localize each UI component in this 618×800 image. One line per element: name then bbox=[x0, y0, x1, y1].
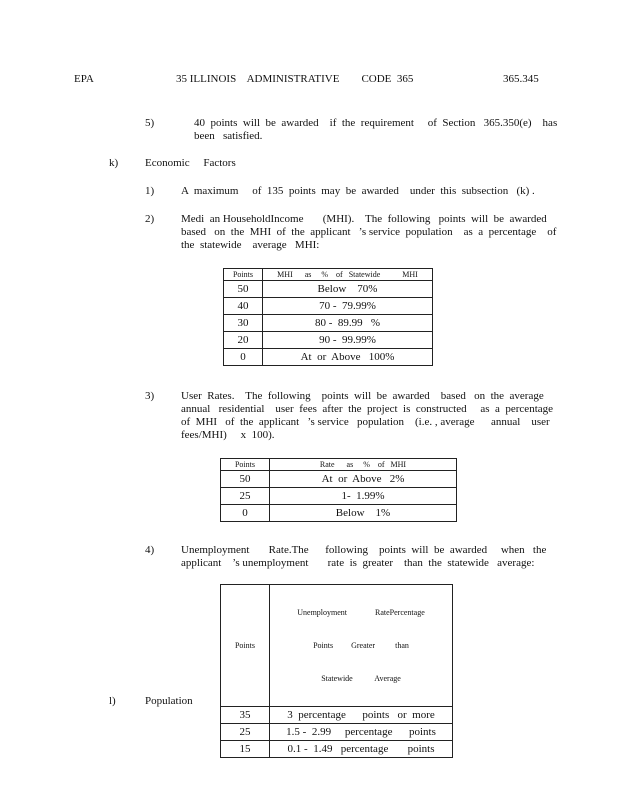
column-header-line-3: Statewide Average bbox=[321, 674, 401, 683]
k-item-3-number: 3) bbox=[145, 390, 155, 402]
table-cell-range: At or Above 2% bbox=[270, 471, 457, 488]
subsection-l-heading: Population bbox=[145, 695, 193, 707]
table-cell-points: 35 bbox=[221, 707, 270, 724]
table-cell-points: 30 bbox=[224, 315, 263, 332]
table-cell-range: Below 70% bbox=[263, 281, 433, 298]
table-cell-points: 25 bbox=[221, 724, 270, 741]
column-header-unemployment bbox=[270, 585, 453, 707]
k-item-2-line2: based on the MHI of the applicant ’s service population as a percentage of bbox=[181, 226, 557, 238]
table-cell-points: 0 bbox=[224, 349, 263, 366]
k-item-2-number: 2) bbox=[145, 213, 155, 225]
table-cell-range: 1.5 - 2.99 percentage points bbox=[270, 724, 453, 741]
header-section: 365.345 bbox=[503, 73, 539, 85]
table-row bbox=[221, 707, 453, 724]
column-header-rate: Rate as % of MHI bbox=[270, 459, 457, 471]
subsection-l-letter: l) bbox=[109, 695, 116, 707]
table-cell-points: 50 bbox=[224, 281, 263, 298]
table-cell-points: 20 bbox=[224, 332, 263, 349]
mhi-points-table bbox=[223, 268, 433, 366]
table-header-row bbox=[221, 459, 457, 471]
table-cell-range: 1- 1.99% bbox=[270, 488, 457, 505]
k-item-3-line1: User Rates. The following points will be awarded based on the average bbox=[181, 390, 544, 402]
table-cell-range: 3 percentage points or more bbox=[270, 707, 453, 724]
item-5-number: 5) bbox=[145, 117, 155, 129]
column-header-points: Points bbox=[221, 459, 270, 471]
subsection-k-letter: k) bbox=[109, 157, 119, 169]
k-item-1-text: A maximum of 135 points may be awarded under this subsection (k) . bbox=[181, 185, 535, 197]
table-header-row bbox=[224, 269, 433, 281]
header-agency: EPA bbox=[74, 73, 94, 85]
table-header-row bbox=[221, 585, 453, 707]
k-item-2-line1: Medi an HouseholdIncome (MHI). The following points will be awarded bbox=[181, 213, 547, 225]
k-item-4-line1: Unemployment Rate.The following points will be awarded when the bbox=[181, 544, 547, 556]
column-header-line-1: Unemployment RatePercentage bbox=[297, 608, 425, 617]
table-row bbox=[224, 281, 433, 298]
table-cell-points: 25 bbox=[221, 488, 270, 505]
table-row bbox=[221, 741, 453, 758]
k-item-4-number: 4) bbox=[145, 544, 155, 556]
item-5-line2: been satisfied. bbox=[194, 130, 263, 142]
user-rates-table bbox=[220, 458, 457, 522]
column-header-points: Points bbox=[224, 269, 263, 281]
k-item-3-line4: fees/MHI) x 100). bbox=[181, 429, 275, 441]
table-cell-points: 40 bbox=[224, 298, 263, 315]
column-header-points: Points bbox=[221, 585, 270, 707]
table-row bbox=[224, 332, 433, 349]
table-cell-range: At or Above 100% bbox=[263, 349, 433, 366]
table-row bbox=[221, 505, 457, 522]
column-header-mhi: MHI as % of Statewide MHI bbox=[263, 269, 433, 281]
table-cell-points: 15 bbox=[221, 741, 270, 758]
table-cell-points: 50 bbox=[221, 471, 270, 488]
table-row bbox=[224, 349, 433, 366]
table-cell-range: 0.1 - 1.49 percentage points bbox=[270, 741, 453, 758]
table-cell-range: 90 - 99.99% bbox=[263, 332, 433, 349]
k-item-3-line2: annual residential user fees after the project is constructed as a percentage bbox=[181, 403, 554, 415]
table-row bbox=[224, 298, 433, 315]
k-item-2-line3: the statewide average MHI: bbox=[181, 239, 320, 251]
table-row bbox=[221, 488, 457, 505]
column-header-line-2: Points Greater than bbox=[313, 641, 409, 650]
header-title: 35 ILLINOIS ADMINISTRATIVE CODE 365 bbox=[176, 73, 414, 85]
table-cell-range: Below 1% bbox=[270, 505, 457, 522]
unemployment-table bbox=[220, 584, 453, 758]
table-cell-range: 70 - 79.99% bbox=[263, 298, 433, 315]
table-row bbox=[221, 471, 457, 488]
subsection-k-heading: Economic Factors bbox=[145, 157, 236, 169]
table-cell-range: 80 - 89.99 % bbox=[263, 315, 433, 332]
item-5-line1: 40 points will be awarded if the requirement of Section 365.350(e) has bbox=[194, 117, 558, 129]
k-item-4-line2: applicant ’s unemployment rate is greater than the statewide average: bbox=[181, 557, 535, 569]
table-cell-points: 0 bbox=[221, 505, 270, 522]
table-row bbox=[221, 724, 453, 741]
table-row bbox=[224, 315, 433, 332]
k-item-1-number: 1) bbox=[145, 185, 155, 197]
k-item-3-line3: of MHI of the applicant ’s service population (i.e. , average annual user bbox=[181, 416, 550, 428]
